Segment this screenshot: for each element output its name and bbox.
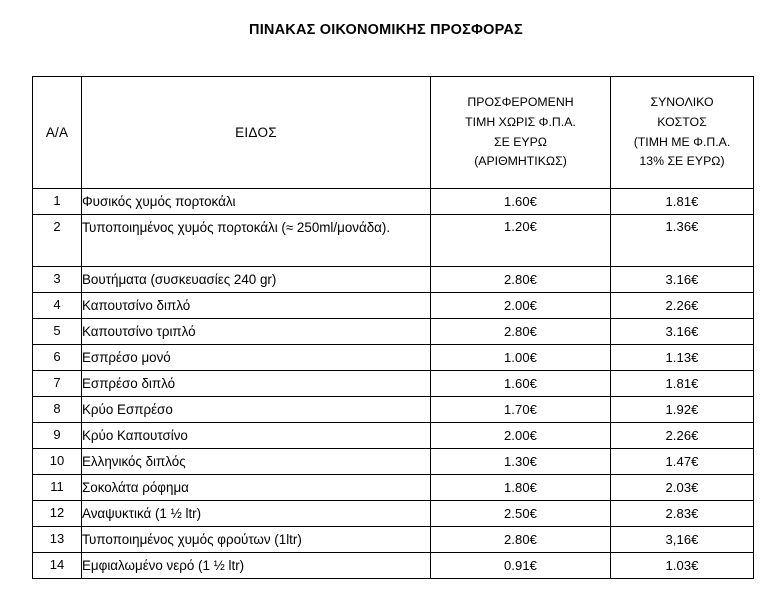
cell-row-number: 3 <box>33 267 82 293</box>
column-header-price-without-vat-line-1: ΠΡΟΣΦΕΡΟΜΕΝΗ <box>467 94 574 109</box>
cell-total-cost-with-vat: 2.26€ <box>611 293 754 319</box>
cell-price-without-vat: 1.70€ <box>431 397 611 423</box>
cell-total-cost-with-vat: 1.03€ <box>611 553 754 579</box>
cell-price-without-vat: 2.00€ <box>431 423 611 449</box>
table-row <box>33 527 754 553</box>
cell-row-number: 13 <box>33 527 82 553</box>
table-row <box>33 345 754 371</box>
cell-price-without-vat: 1.00€ <box>431 345 611 371</box>
table-row <box>33 267 754 293</box>
cell-item-description: Ελληνικός διπλός <box>82 449 431 475</box>
cell-price-without-vat: 2.80€ <box>431 527 611 553</box>
cell-total-cost-with-vat: 1.81€ <box>611 189 754 215</box>
cell-price-without-vat: 2.80€ <box>431 267 611 293</box>
cell-price-without-vat: 2.80€ <box>431 319 611 345</box>
cell-row-number: 10 <box>33 449 82 475</box>
cell-price-without-vat: 1.80€ <box>431 475 611 501</box>
cell-total-cost-with-vat: 2.03€ <box>611 475 754 501</box>
column-header-total-cost-line-3: (ΤΙΜΗ ΜΕ Φ.Π.Α. <box>633 134 731 149</box>
table-header <box>33 77 754 189</box>
cell-item-description: Φυσικός χυμός πορτοκάλι <box>82 189 431 215</box>
cell-item-description: Κρύο Καπουτσίνο <box>82 423 431 449</box>
cell-item-description: Βουτήματα (συσκευασίες 240 gr) <box>82 267 431 293</box>
column-header-price-without-vat-line-2: ΤΙΜΗ ΧΩΡΙΣ Φ.Π.Α. <box>465 114 576 129</box>
cell-price-without-vat: 1.30€ <box>431 449 611 475</box>
cell-total-cost-with-vat: 1.36€ <box>611 215 754 267</box>
column-header-price-without-vat <box>431 77 611 189</box>
column-header-item: ΕΙΔΟΣ <box>82 77 431 189</box>
column-header-row-number: Α/Α <box>33 77 82 189</box>
column-header-total-cost-line-4: 13% ΣΕ ΕΥΡΩ) <box>639 154 725 169</box>
cell-row-number: 11 <box>33 475 82 501</box>
cell-price-without-vat: 1.60€ <box>431 189 611 215</box>
economic-offer-table <box>32 76 754 579</box>
table-row <box>33 371 754 397</box>
cell-row-number: 1 <box>33 189 82 215</box>
cell-total-cost-with-vat: 3.16€ <box>611 319 754 345</box>
table-row <box>33 215 754 267</box>
table-header-row <box>33 77 754 189</box>
table-row <box>33 553 754 579</box>
cell-item-description: Σοκολάτα ρόφημα <box>82 475 431 501</box>
cell-row-number: 12 <box>33 501 82 527</box>
table-row <box>33 319 754 345</box>
cell-row-number: 6 <box>33 345 82 371</box>
table-row <box>33 293 754 319</box>
cell-row-number: 4 <box>33 293 82 319</box>
cell-total-cost-with-vat: 1.47€ <box>611 449 754 475</box>
table-row <box>33 475 754 501</box>
cell-item-description: Εσπρέσο διπλό <box>82 371 431 397</box>
cell-item-description: Τυποποιημένος χυμός πορτοκάλι (≈ 250ml/μονάδα). <box>82 215 431 267</box>
cell-row-number: 2 <box>33 215 82 267</box>
cell-total-cost-with-vat: 2.83€ <box>611 501 754 527</box>
table-row <box>33 189 754 215</box>
table-row <box>33 449 754 475</box>
table-body <box>33 189 754 579</box>
column-header-price-without-vat-line-4: (ΑΡΙΘΜΗΤΙΚΩΣ) <box>474 154 567 169</box>
cell-item-description: Τυποποιημένος χυμός φρούτων (1ltr) <box>82 527 431 553</box>
column-header-total-cost-line-2: ΚΟΣΤΟΣ <box>657 114 707 129</box>
cell-total-cost-with-vat: 1.92€ <box>611 397 754 423</box>
cell-total-cost-with-vat: 3.16€ <box>611 267 754 293</box>
cell-price-without-vat: 0.91€ <box>431 553 611 579</box>
page-title: ΠΙΝΑΚΑΣ ΟΙΚΟΝΟΜΙΚΗΣ ΠΡΟΣΦΟΡΑΣ <box>249 22 523 38</box>
cell-total-cost-with-vat: 3,16€ <box>611 527 754 553</box>
cell-price-without-vat: 1.20€ <box>431 215 611 267</box>
table-row <box>33 423 754 449</box>
table-row <box>33 397 754 423</box>
cell-row-number: 5 <box>33 319 82 345</box>
cell-total-cost-with-vat: 1.81€ <box>611 371 754 397</box>
column-header-price-without-vat-line-3: ΣΕ ΕΥΡΩ <box>493 134 548 149</box>
cell-item-description: Καπουτσίνο διπλό <box>82 293 431 319</box>
cell-item-description: Εμφιαλωμένο νερό (1 ½ ltr) <box>82 553 431 579</box>
cell-price-without-vat: 2.00€ <box>431 293 611 319</box>
cell-row-number: 14 <box>33 553 82 579</box>
cell-row-number: 9 <box>33 423 82 449</box>
cell-row-number: 8 <box>33 397 82 423</box>
column-header-total-cost-line-1: ΣΥΝΟΛΙΚΟ <box>650 94 714 109</box>
cell-item-description: Κρύο Εσπρέσο <box>82 397 431 423</box>
column-header-total-cost-with-vat <box>611 77 754 189</box>
cell-price-without-vat: 1.60€ <box>431 371 611 397</box>
table-row <box>33 501 754 527</box>
cell-total-cost-with-vat: 2.26€ <box>611 423 754 449</box>
cell-row-number: 7 <box>33 371 82 397</box>
cell-item-description: Εσπρέσο μονό <box>82 345 431 371</box>
cell-item-description: Αναψυκτικά (1 ½ ltr) <box>82 501 431 527</box>
cell-total-cost-with-vat: 1.13€ <box>611 345 754 371</box>
cell-item-description: Καπουτσίνο τριπλό <box>82 319 431 345</box>
cell-price-without-vat: 2.50€ <box>431 501 611 527</box>
offer-table-container <box>32 76 753 579</box>
